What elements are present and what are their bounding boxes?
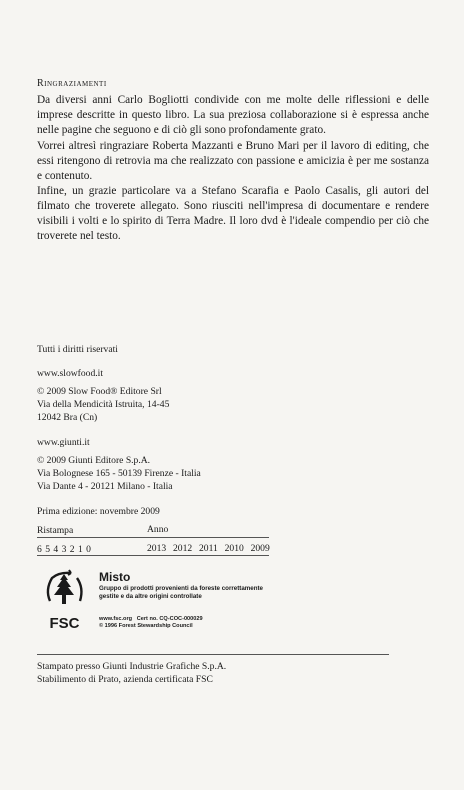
- slowfood-address: [37, 385, 169, 424]
- giunti-florence-address: Via Bolognese 165 - 50139 Firenze - Italia: [37, 468, 201, 479]
- slowfood-copyright: © 2009 Slow Food® Editore Srl: [37, 386, 162, 397]
- acknowledgements-heading: Ringraziamenti: [37, 78, 107, 89]
- printer-info: [37, 660, 226, 686]
- divider: [37, 537, 269, 538]
- acknowledgement-paragraph-3: Infine, un grazie particolare va a Stefano Scarafia e Paolo Casalis, gli autori del filmato che troverete allegato. Sono riusciti nell'impresa di documentare e rendere visibili i volti e lo spirito di Terra Madre. Il loro dvd è l'ideale compendio per ciò che troverete nel testo.: [37, 185, 429, 242]
- year-numbers: 2013 2012 2011 2010 2009: [147, 543, 270, 554]
- fsc-logo-icon: [37, 568, 92, 636]
- fsc-cert-info: [99, 616, 279, 630]
- printer-name: Stampato presso Giunti Industrie Grafiche S.p.A.: [37, 661, 227, 672]
- fsc-certification: [37, 568, 277, 638]
- fsc-cert-number: www.fsc.org Cert no. CQ-COC-000029: [99, 616, 203, 622]
- reprint-label: Ristampa: [37, 525, 74, 536]
- reprint-numbers: 6 5 4 3 2 1 0: [37, 544, 92, 555]
- giunti-address: [37, 454, 201, 493]
- giunti-copyright: © 2009 Giunti Editore S.p.A.: [37, 455, 151, 466]
- slowfood-street: Via della Mendicità Istruita, 14-45: [37, 399, 170, 410]
- slowfood-url: www.slowfood.it: [37, 368, 103, 379]
- rights-reserved: Tutti i diritti riservati: [37, 344, 118, 355]
- fsc-label-description: Gruppo di prodotti provenienti da foreste correttamente gestite e da altre origini controllate: [99, 585, 263, 600]
- first-edition: Prima edizione: novembre 2009: [37, 506, 160, 517]
- acknowledgement-paragraph-1: Da diversi anni Carlo Bogliotti condivide con me molte delle riflessioni e delle imprese descritte in questo libro. La sua preziosa collaborazione si è espressa anche nelle pagine che seguono e di ciò gli sono profondamente grato.: [37, 94, 429, 136]
- divider: [37, 555, 269, 556]
- slowfood-city: 12042 Bra (Cn): [37, 412, 98, 423]
- divider: [37, 654, 389, 655]
- giunti-milan-address: Via Dante 4 - 20121 Milano - Italia: [37, 481, 173, 492]
- giunti-url: www.giunti.it: [37, 437, 90, 448]
- acknowledgement-paragraph-2: Vorrei altresì ringraziare Roberta Mazzanti e Bruno Mari per il lavoro di editing, che essi ritengono di retrovia ma che realizzato con passione e amicizia è per me sostanza e contenuto.: [37, 140, 429, 182]
- printer-plant: Stabilimento di Prato, azienda certificata FSC: [37, 674, 213, 685]
- fsc-label-title: Misto: [99, 570, 131, 584]
- fsc-logo-text: FSC: [49, 615, 80, 632]
- year-label: Anno: [147, 524, 169, 535]
- fsc-copyright: © 1996 Forest Stewardship Council: [99, 623, 193, 629]
